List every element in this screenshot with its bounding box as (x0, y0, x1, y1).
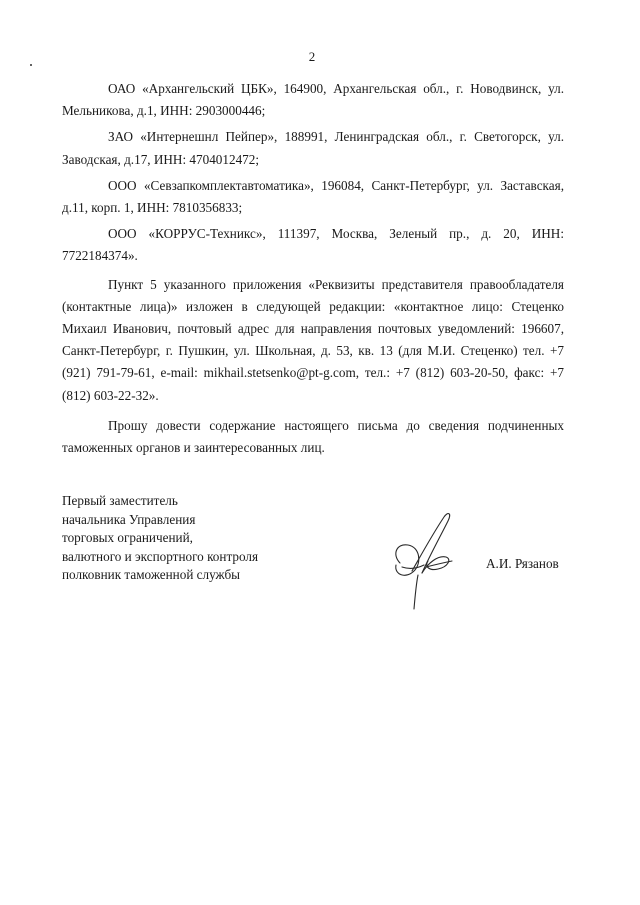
paragraph-international-paper: ЗАО «Интернешнл Пейпер», 188991, Ленинградская обл., г. Светогорск, ул. Заводская, д.17, ИНН: 4704012472; (62, 129, 564, 167)
signatory-title-line: начальника Управления (62, 511, 196, 527)
signatory-title-line: торговых ограничений, (62, 530, 193, 545)
paragraph-request: Прошу довести содержание настоящего письма до сведения подчиненных таможенных органов и заинтересованных лиц. (62, 417, 564, 456)
signatory-title-line: Первый заместитель (62, 493, 178, 508)
paragraph-korrus-tekhniks: ООО «КОРРУС-Техникс», 111397, Москва, Зеленый пр., д. 20, ИНН: 7722184374». (62, 226, 564, 264)
letter-body (62, 78, 564, 465)
signatory-name: А.И. Рязанов (486, 556, 559, 571)
signatory-title-line: валютного и экспортного контроля (62, 548, 259, 564)
signatory-title (62, 492, 258, 585)
scan-speck (30, 64, 32, 66)
signatory-title-line: полковник таможенной службы (62, 567, 241, 582)
page-number: 2 (308, 49, 316, 64)
paragraph-arkhangelsk-tsbk: ОАО «Архангельский ЦБК», 164900, Архангельская обл., г. Новодвинск, ул. Мельникова, д.1, ИНН: 2903000446; (62, 81, 564, 119)
handwritten-signature (382, 505, 472, 615)
paragraph-sevzapkomplektavtomatika: ООО «Севзапкомплектавтоматика», 196084, Санкт-Петербург, ул. Заставская, д.11, корп. 1, ИНН: 7810356833; (62, 177, 564, 216)
paragraph-contact-person: Пункт 5 указанного приложения «Реквизиты представителя правообладателя (контактные лица)» изложен в следующей редакции: «контактное лицо: Стеценко Михаил Иванович, почтовый адрес для направления почтовых уведомлений: 196607, Санкт-Петербург, г. Пушкин, ул. Школьная, д. 53, кв. 13 (для М.И. Стеценко) тел. +7 (921) 791-79-61, e-mail: mikhail.stetsenko@pt-g.com, тел.: +7 (812) 603-20-50, факс: +7 (812) 603-22-32». (62, 276, 564, 403)
